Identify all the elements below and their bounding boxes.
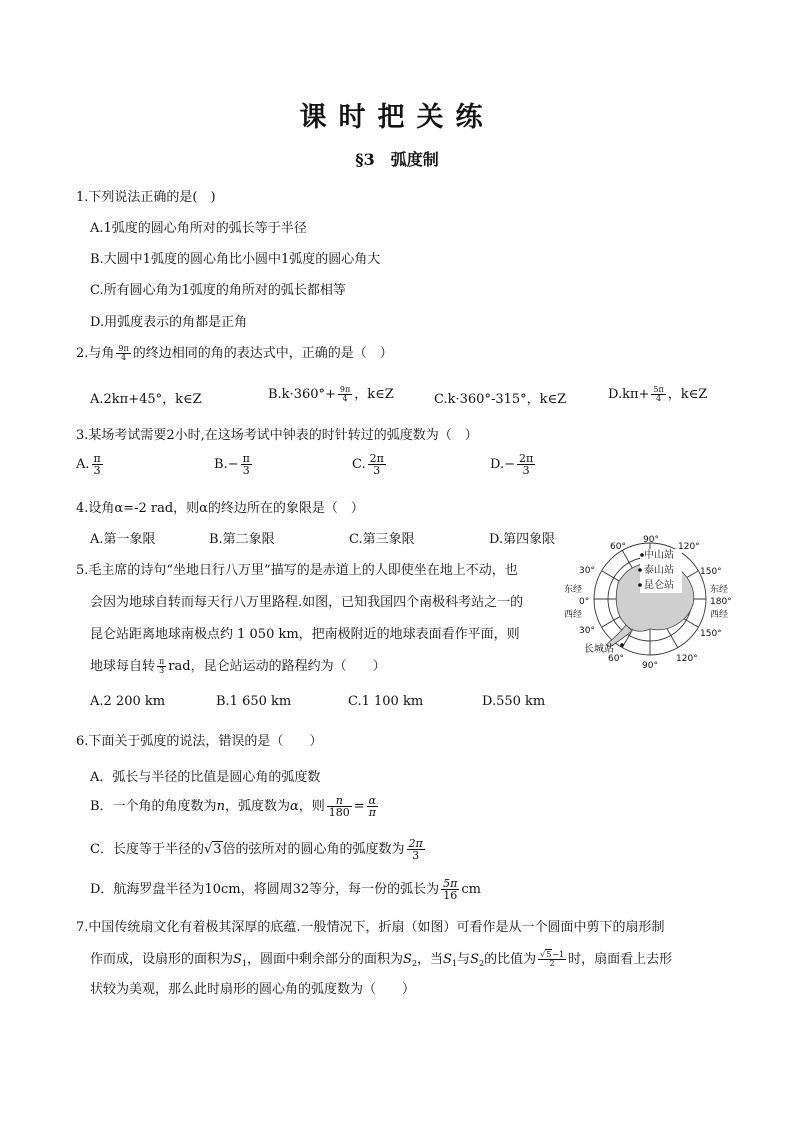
q6-option-b[interactable] xyxy=(90,795,380,818)
q3-option-c[interactable] xyxy=(352,453,388,476)
q4-option-a[interactable]: A.第一象限 xyxy=(90,532,156,547)
label-right-150: 150° xyxy=(700,567,722,577)
q6-option-c-radicand: 3 xyxy=(213,842,222,857)
q7-s2: S xyxy=(403,952,412,967)
q6-option-c-numerator: 2π xyxy=(408,837,423,850)
q5-fraction xyxy=(157,658,166,675)
q5-line-2: 会因为地球自转而每天行八万里路程.如图，已知我国四个南极科考站之一的 xyxy=(90,595,524,610)
label-left-30b: 30° xyxy=(579,626,595,636)
q2-option-d-post: ，k∈Z xyxy=(667,387,708,402)
q6-option-c-post: 倍的弦所对的圆心角的弧度数为 xyxy=(222,842,405,857)
q3-option-a-label: A. xyxy=(76,457,90,472)
q3-option-d-denominator: 3 xyxy=(522,464,530,477)
q6-option-d-denominator: 16 xyxy=(443,889,458,902)
q5-option-c[interactable]: C.1 100 km xyxy=(348,694,424,709)
label-left-west: 西经 xyxy=(564,610,583,620)
q6-option-d-value: 10cm xyxy=(204,882,241,897)
changcheng-station-label: 长城站 xyxy=(584,644,614,655)
q2-option-b-pre: B.k·360°+ xyxy=(268,387,336,402)
antarctic-polar-map xyxy=(560,535,740,670)
q7-ratio-numerator-tail: −1 xyxy=(552,950,565,959)
q7-s2b-sub: 2 xyxy=(478,959,485,968)
q2-stem-denominator: 4 xyxy=(121,353,127,362)
q7-ratio-sqrt: √5 xyxy=(540,950,552,959)
q2-option-b-numerator: 9π xyxy=(339,385,351,394)
q5-line-3: 昆仑站距离地球南极点约 1 050 km，把南极附近的地球表面看作平面，则 xyxy=(90,627,520,642)
q6-option-b-f1-numerator: n xyxy=(327,795,352,807)
label-right-150b: 150° xyxy=(700,629,722,639)
q6-stem: 6.下面关于弧度的说法，错误的是（ ） xyxy=(76,734,323,749)
q3-option-b[interactable] xyxy=(214,453,254,476)
kunlun-station-label: 昆仑站 xyxy=(644,580,674,591)
q2-stem-numerator: 9π xyxy=(118,344,129,353)
q2-option-a-text: 2kπ+45°，k∈Z xyxy=(103,392,202,407)
page-title: 课时把关练 xyxy=(299,102,495,133)
q3-option-b-sign: − xyxy=(227,457,239,472)
label-left-east: 东经 xyxy=(564,585,583,595)
label-top-60: 60° xyxy=(610,542,626,552)
q1-option-d[interactable]: D.用弧度表示的角都是正角 xyxy=(90,315,248,330)
label-top-90: 90° xyxy=(643,535,659,545)
q2-option-d[interactable] xyxy=(608,383,707,403)
q2-option-d-fraction xyxy=(651,386,665,403)
label-right-west: 西经 xyxy=(710,610,729,620)
q4-option-c[interactable]: C.第三象限 xyxy=(349,532,415,547)
q5-line-4-pre: 地球每自转 xyxy=(90,659,156,674)
q7-ratio-fraction xyxy=(538,951,566,968)
q5-option-d[interactable]: D.550 km xyxy=(482,694,546,709)
q6-option-b-fraction-2 xyxy=(367,795,378,818)
q6-option-b-eq: = xyxy=(353,799,365,814)
q2-stem-post: 的终边相同的角的表达式中，正确的是（ ） xyxy=(132,346,393,361)
q7-ratio-radicand: 5 xyxy=(546,950,552,959)
q2-option-b-denominator: 4 xyxy=(342,394,348,403)
q1-option-a[interactable]: A.1弧度的圆心角所对的弧长等于半径 xyxy=(90,221,307,236)
taishan-station-label: 泰山站 xyxy=(644,565,674,576)
q3-stem: 3.某场考试需要2小时,在这场考试中钟表的时针转过的弧度数为（ ） xyxy=(76,428,478,443)
q6-option-d-pre: D．航海罗盘半径为 xyxy=(90,882,205,897)
q4-stem: 4.设角α=-2 rad，则α的终边所在的象限是（ ） xyxy=(76,501,364,516)
q5-numerator: π xyxy=(159,657,165,666)
q3-option-a-denominator: 3 xyxy=(93,464,101,477)
q5-line-4 xyxy=(90,655,386,675)
q3-option-b-numerator: π xyxy=(242,452,250,465)
q3-option-a-numerator: π xyxy=(93,452,101,465)
q6-option-b-post: ，则 xyxy=(298,799,325,814)
q3-option-a[interactable] xyxy=(76,453,105,476)
q6-option-c-denominator: 3 xyxy=(412,849,420,862)
q6-option-d-unit: cm xyxy=(461,882,481,897)
q6-option-d-fraction xyxy=(441,878,459,901)
q2-option-c[interactable]: C.k·360°-315°，k∈Z xyxy=(434,392,567,407)
q1-stem: 1.下列说法正确的是( ) xyxy=(76,190,216,205)
q6-option-d[interactable] xyxy=(90,878,481,901)
q3-option-b-label: B. xyxy=(214,457,228,472)
label-bottom-90: 90° xyxy=(642,661,658,670)
q2-stem xyxy=(76,342,393,362)
label-bottom-120: 120° xyxy=(676,654,698,664)
q2-option-a-label: A. xyxy=(90,392,104,407)
q3-option-b-denominator: 3 xyxy=(242,464,250,477)
q6-option-c-sqrt: √3 xyxy=(203,842,222,857)
q7-s1: S xyxy=(233,952,242,967)
q6-option-c-fraction xyxy=(407,838,425,861)
label-left-0: 0° xyxy=(579,597,590,607)
q7-ratio-denominator: 2 xyxy=(549,959,555,968)
q7-line-2 xyxy=(90,948,672,968)
q7-s2-sub: 2 xyxy=(411,959,418,968)
q7-s1b: S xyxy=(443,952,452,967)
q6-option-b-alpha: α xyxy=(289,799,299,814)
taishan-station-marker xyxy=(638,568,642,572)
q6-option-b-f2-numerator: α xyxy=(368,794,377,807)
q7-line-2-pre: 作而成，设扇形的面积为 xyxy=(90,952,234,967)
q4-option-d[interactable]: D.第四象限 xyxy=(489,532,556,547)
q2-stem-fraction xyxy=(116,345,130,362)
q6-option-d-numerator: 5π xyxy=(443,877,458,890)
section-title: §3 弧度制 xyxy=(355,150,439,169)
q7-line-2-mid2: ，当 xyxy=(417,952,444,967)
q2-option-d-pre: D.kπ+ xyxy=(608,387,650,402)
q2-option-b-post: ，k∈Z xyxy=(354,387,394,402)
q7-ratio-text: 的比值为 xyxy=(484,952,537,967)
q5-option-b[interactable]: B.1 650 km xyxy=(216,694,292,709)
q4-option-b[interactable]: B.第二象限 xyxy=(209,532,275,547)
kunlun-station-marker xyxy=(638,583,642,587)
q5-option-a[interactable]: A.2 200 km xyxy=(90,694,166,709)
q2-stem-pre: 2.与角 xyxy=(76,346,115,361)
q7-line-1: 7.中国传统扇文化有着极其深厚的底蕴.一般情况下，折扇（如图）可看作是从一个圆面中剪下的扇形制 xyxy=(76,920,665,935)
q6-option-b-fraction-1 xyxy=(327,795,352,818)
q1-option-b[interactable]: B.大圆中1弧度的圆心角比小圆中1弧度的圆心角大 xyxy=(90,252,381,267)
q6-option-c-pre: C．长度等于半径的 xyxy=(90,842,204,857)
label-right-east: 东经 xyxy=(710,585,729,595)
label-top-120: 120° xyxy=(678,542,700,552)
label-left-30: 30° xyxy=(579,566,595,576)
q6-option-b-f1-denominator: 180 xyxy=(328,806,350,819)
label-bottom-60: 60° xyxy=(608,654,624,664)
q3-option-d-label: D. xyxy=(490,457,505,472)
q2-option-d-numerator: 5π xyxy=(653,385,664,394)
q3-option-c-fraction xyxy=(368,453,386,476)
q6-option-b-n: n xyxy=(216,799,225,814)
q7-line-2-mid: ，圆面中剩余部分的面积为 xyxy=(247,952,404,967)
q3-option-c-denominator: 3 xyxy=(373,464,381,477)
q3-option-c-numerator: 2π xyxy=(369,452,384,465)
q3-option-b-fraction xyxy=(241,453,252,476)
label-right-180: 180° xyxy=(710,597,732,607)
q6-option-b-f2-denominator: π xyxy=(368,806,376,819)
q3-option-c-label: C. xyxy=(352,457,366,472)
q5-denominator: 3 xyxy=(159,666,165,675)
q7-line-3: 状较为美观，那么此时扇形的圆心角的弧度数为（ ） xyxy=(90,982,416,997)
q3-option-a-fraction xyxy=(92,453,103,476)
q7-s1-sub: 1 xyxy=(241,959,248,968)
q5-line-4-post: rad，昆仑站运动的路程约为（ ） xyxy=(168,659,386,674)
q7-line-2-post: 时，扇面看上去形 xyxy=(568,952,673,967)
q6-option-b-pre: B．一个角的角度数为 xyxy=(90,799,217,814)
q3-option-d-sign: − xyxy=(504,457,515,472)
q5-line-1: 5.毛主席的诗句“坐地日行八万里”描写的是赤道上的人即使坐在地上不动，也 xyxy=(76,563,518,578)
q6-option-a[interactable]: A．弧长与半径的比值是圆心角的弧度数 xyxy=(90,770,321,785)
q2-option-d-denominator: 4 xyxy=(656,394,662,403)
q6-option-d-mid: ，将圆周32等分，每一份的弧长为 xyxy=(240,882,440,897)
changcheng-station-marker xyxy=(620,643,624,647)
q6-option-c[interactable] xyxy=(90,838,427,861)
q6-option-b-mid: ，弧度数为 xyxy=(224,799,290,814)
q2-option-a[interactable] xyxy=(90,388,202,407)
q1-option-c[interactable]: C.所有圆心角为1弧度的角所对的弧长都相等 xyxy=(90,283,346,298)
q7-s2b: S xyxy=(470,952,479,967)
q3-option-d-fraction xyxy=(517,453,535,476)
q2-option-b[interactable] xyxy=(268,383,394,403)
q3-option-d-numerator: 2π xyxy=(519,452,534,465)
q7-and: 与 xyxy=(457,952,471,967)
q2-option-b-fraction xyxy=(338,386,352,403)
q7-s1b-sub: 1 xyxy=(451,959,458,968)
zhongshan-station-label: 中山站 xyxy=(644,550,674,561)
q3-option-d[interactable] xyxy=(490,453,537,476)
